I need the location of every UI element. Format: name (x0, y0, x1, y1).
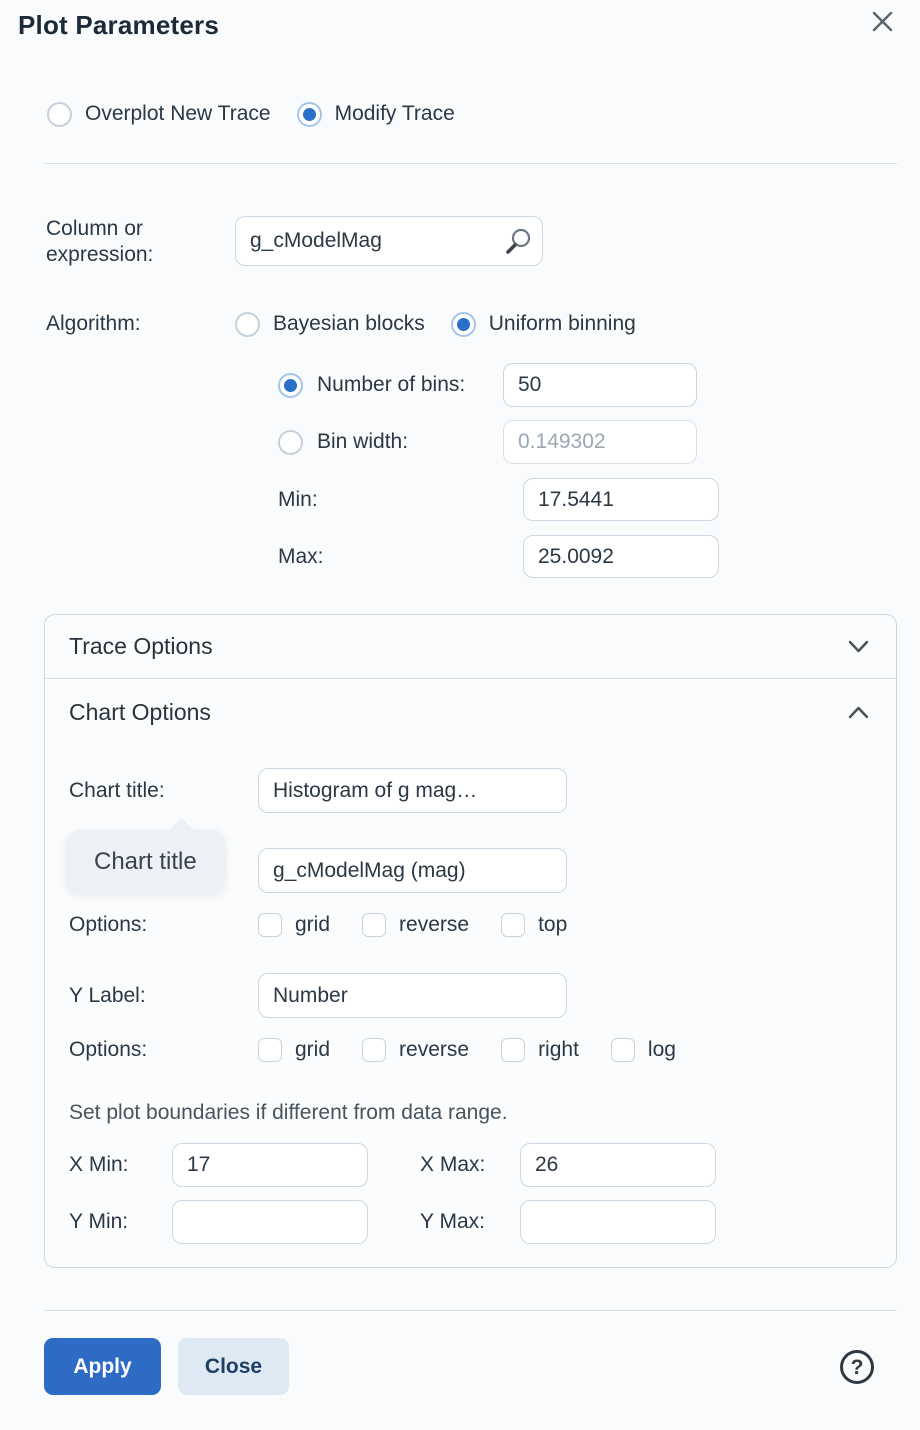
y-label-row (69, 973, 872, 1018)
x-options-label: Options: (69, 913, 148, 936)
close-button[interactable]: Close (178, 1338, 289, 1395)
min-label: Min: (278, 487, 318, 511)
bins-label: Number of bins: (317, 373, 466, 396)
checkbox-icon (362, 913, 386, 937)
algorithm-label: Algorithm: (46, 312, 141, 335)
number-of-bins-input[interactable] (503, 363, 697, 407)
bayesian-label: Bayesian blocks (273, 312, 425, 335)
y-options-label: Options: (69, 1038, 148, 1061)
radio-modify-label: Modify Trace (334, 102, 455, 125)
bin-width-row (278, 420, 920, 464)
x-max-input[interactable] (520, 1143, 716, 1187)
x-reverse-label: reverse (399, 913, 470, 936)
column-expression-row (46, 216, 920, 268)
options-accordion (44, 614, 897, 1268)
x-icon (869, 8, 896, 35)
min-input[interactable] (523, 478, 719, 521)
checkbox-x-reverse[interactable] (362, 913, 469, 937)
radio-unselected-icon (235, 312, 260, 337)
x-label-input[interactable] (258, 848, 567, 893)
x-min-input[interactable] (172, 1143, 368, 1187)
uniform-label: Uniform binning (488, 312, 636, 335)
y-bounds-row (69, 1200, 872, 1244)
algorithm-row (46, 310, 920, 338)
radio-unselected-icon (278, 430, 303, 455)
magnifier-glyph (503, 227, 533, 257)
y-label-input[interactable] (258, 973, 567, 1018)
x-max-label: X Max: (420, 1153, 486, 1176)
question-mark-glyph (838, 1348, 876, 1386)
max-label: Max: (278, 544, 324, 568)
chart-title-label: Chart title: (69, 778, 165, 802)
column-expression-input[interactable] (235, 216, 543, 266)
footer-divider (44, 1310, 897, 1311)
trace-mode-group (47, 100, 920, 128)
svg-text:?: ? (850, 1356, 864, 1379)
footer-buttons (44, 1338, 920, 1395)
y-reverse-label: reverse (399, 1038, 470, 1061)
boundaries-note: Set plot boundaries if different from data range. (69, 1101, 508, 1124)
checkbox-y-log[interactable] (611, 1038, 676, 1062)
y-max-input[interactable] (520, 1200, 716, 1244)
y-right-label: right (538, 1038, 579, 1061)
chart-title-tooltip (66, 830, 225, 894)
radio-overplot-new-trace[interactable] (47, 102, 271, 127)
bin-width-label: Bin width: (317, 430, 409, 453)
y-options-row (69, 1037, 872, 1063)
y-log-label: log (647, 1038, 676, 1061)
checkbox-icon (611, 1038, 635, 1062)
dialog-header (0, 0, 920, 44)
radio-unselected-icon (47, 102, 72, 127)
checkbox-icon (501, 913, 525, 937)
x-top-label: top (538, 913, 568, 936)
radio-bin-width[interactable] (278, 430, 503, 455)
chart-options-header[interactable] (45, 679, 896, 745)
radio-uniform-binning[interactable] (451, 312, 636, 337)
chart-options-title: Chart Options (69, 698, 211, 725)
x-grid-label: grid (295, 913, 331, 936)
chevron-down-icon (847, 639, 870, 654)
column-input-wrap (235, 216, 543, 266)
checkbox-icon (362, 1038, 386, 1062)
checkbox-x-top[interactable] (501, 913, 567, 937)
max-row (278, 535, 920, 578)
x-options-group (258, 913, 567, 937)
radio-selected-icon (451, 312, 476, 337)
checkbox-icon (258, 913, 282, 937)
y-min-label: Y Min: (69, 1210, 129, 1233)
radio-number-of-bins[interactable] (278, 373, 503, 398)
checkbox-icon (501, 1038, 525, 1062)
x-min-label: X Min: (69, 1153, 129, 1176)
checkbox-x-grid[interactable] (258, 913, 330, 937)
checkbox-y-reverse[interactable] (362, 1038, 469, 1062)
algorithm-radio-group (235, 312, 636, 337)
radio-bayesian-blocks[interactable] (235, 312, 425, 337)
y-min-input[interactable] (172, 1200, 368, 1244)
search-icon[interactable] (501, 225, 535, 262)
tooltip-text: Chart title (94, 848, 197, 875)
radio-overplot-label: Overplot New Trace (85, 102, 271, 125)
chevron-up-icon (847, 705, 870, 720)
x-options-row (69, 912, 872, 938)
radio-modify-trace[interactable] (297, 102, 455, 127)
number-of-bins-row (278, 363, 920, 407)
radio-selected-icon (278, 373, 303, 398)
checkbox-y-grid[interactable] (258, 1038, 330, 1062)
min-row (278, 478, 920, 521)
help-icon[interactable] (838, 1348, 876, 1389)
top-divider (44, 163, 897, 164)
trace-options-title: Trace Options (69, 633, 213, 659)
chart-title-row (69, 768, 872, 813)
x-bounds-row (69, 1143, 872, 1187)
checkbox-icon (258, 1038, 282, 1062)
radio-selected-icon (297, 102, 322, 127)
y-max-label: Y Max: (420, 1210, 485, 1233)
page-title: Plot Parameters (18, 10, 219, 40)
bin-width-input[interactable] (503, 420, 697, 464)
chart-title-input[interactable] (258, 768, 567, 813)
trace-options-header[interactable] (45, 615, 896, 679)
checkbox-y-right[interactable] (501, 1038, 579, 1062)
close-icon[interactable] (867, 6, 898, 40)
apply-button[interactable]: Apply (44, 1338, 161, 1395)
y-label-label: Y Label: (69, 983, 146, 1007)
max-input[interactable] (523, 535, 719, 578)
column-expression-label: Column or expression: (46, 217, 154, 266)
y-options-group (258, 1038, 676, 1062)
y-grid-label: grid (295, 1038, 331, 1061)
